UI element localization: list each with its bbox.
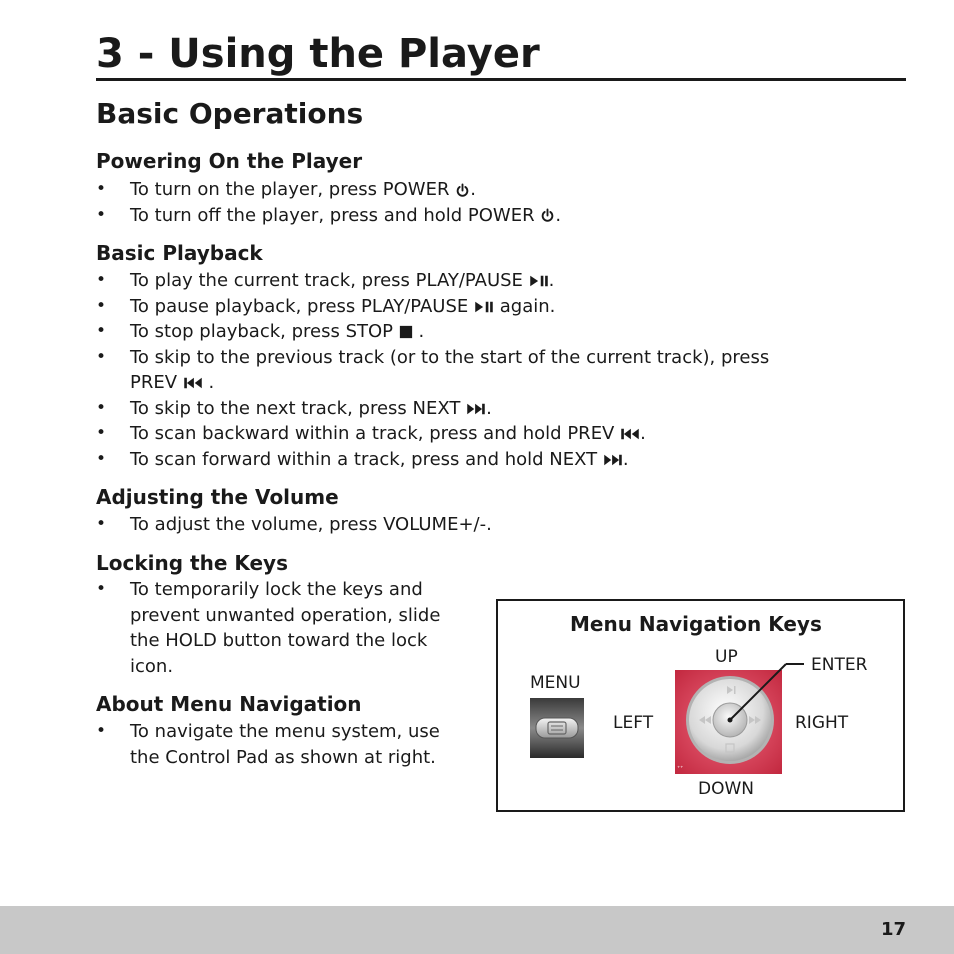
label-menu: MENU xyxy=(530,673,581,693)
powering-list xyxy=(96,177,561,228)
label-right: RIGHT xyxy=(795,713,849,733)
playback-heading: Basic Playback xyxy=(96,241,263,265)
page-number: 17 xyxy=(880,919,906,940)
stop-icon xyxy=(399,325,413,339)
powering-heading: Powering On the Player xyxy=(96,149,363,173)
label-down: DOWN xyxy=(698,779,754,799)
chapter-title: 3 - Using the Player xyxy=(96,30,906,81)
section-title: Basic Operations xyxy=(96,97,364,130)
list-item: • To temporarily lock the keys and prevent unwanted operation, slide the HOLD button toward the lock icon. xyxy=(96,577,440,679)
list-item: • To turn off the player, press and hold POWER . xyxy=(96,203,561,229)
list-item: • To scan backward within a track, press and hold PREV . xyxy=(96,421,769,447)
volume-heading: Adjusting the Volume xyxy=(96,485,339,509)
playback-list xyxy=(96,268,769,472)
list-item: • To skip to the previous track (or to the start of the current track), press PREV . xyxy=(96,345,769,396)
power-icon xyxy=(540,208,555,223)
next-icon xyxy=(466,402,486,416)
prev-icon xyxy=(183,376,203,390)
locking-list xyxy=(96,577,440,679)
label-left: LEFT xyxy=(613,713,654,733)
list-item: • To scan forward within a track, press and hold NEXT . xyxy=(96,447,769,473)
play-pause-icon xyxy=(474,300,494,314)
list-item: • To play the current track, press PLAY/PAUSE . xyxy=(96,268,769,294)
list-item: • To skip to the next track, press NEXT . xyxy=(96,396,769,422)
page-footer xyxy=(0,906,954,954)
prev-icon xyxy=(620,427,640,441)
menu-navigation-keys-box xyxy=(496,599,905,812)
list-item: • To turn on the player, press POWER . xyxy=(96,177,561,203)
locking-heading: Locking the Keys xyxy=(96,551,288,575)
list-item: • To pause playback, press PLAY/PAUSE again. xyxy=(96,294,769,320)
play-pause-icon xyxy=(529,274,549,288)
menu-nav-list xyxy=(96,719,440,770)
label-up: UP xyxy=(715,647,738,667)
list-item: • To stop playback, press STOP . xyxy=(96,319,769,345)
power-icon xyxy=(455,183,470,198)
list-item: • To adjust the volume, press VOLUME+/-. xyxy=(96,512,492,538)
nav-box-title: Menu Navigation Keys xyxy=(570,612,822,636)
volume-list xyxy=(96,512,492,538)
menu-nav-heading: About Menu Navigation xyxy=(96,692,362,716)
label-enter: ENTER xyxy=(811,655,868,675)
enter-pointer-line xyxy=(498,601,907,814)
next-icon xyxy=(603,453,623,467)
svg-text:ᐩᐩ: ᐩᐩ xyxy=(677,764,684,773)
list-item: • To navigate the menu system, use the Control Pad as shown at right. xyxy=(96,719,440,770)
